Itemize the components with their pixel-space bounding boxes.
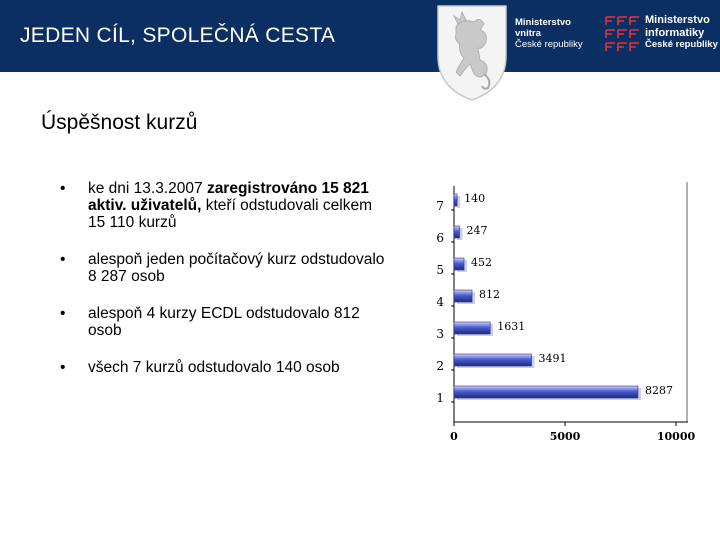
bullet-item xyxy=(60,305,390,339)
ministry-line-2: vnitra xyxy=(515,28,541,39)
mi-line-2: informatiky xyxy=(645,26,705,39)
data-label: 452 xyxy=(471,256,493,269)
x-tick-label: 10000 xyxy=(656,430,696,443)
header-title: JEDEN CÍL, SPOLEČNÁ CESTA xyxy=(20,24,336,47)
data-label: 1631 xyxy=(497,320,526,333)
y-tick-label: 5 xyxy=(436,263,444,277)
bullet-item xyxy=(60,251,390,285)
bullet-item xyxy=(60,359,390,376)
bullet-marker: • xyxy=(60,305,66,322)
y-tick-label: 7 xyxy=(436,199,444,213)
bar xyxy=(454,386,638,398)
bar xyxy=(454,258,464,270)
x-tick-label: 0 xyxy=(450,430,458,443)
bullet-list xyxy=(60,180,390,376)
ministry-line-1: Ministerstvo xyxy=(515,17,571,28)
y-tick-label: 6 xyxy=(436,231,444,245)
mi-line-1: Ministerstvo xyxy=(645,14,710,26)
ministry-line-3: České republiky xyxy=(515,39,583,50)
data-label: 140 xyxy=(464,192,486,205)
data-label: 8287 xyxy=(644,384,673,397)
y-tick-label: 3 xyxy=(436,327,444,341)
bullet-marker: • xyxy=(60,180,66,197)
y-tick-label: 2 xyxy=(436,359,444,373)
data-label: 812 xyxy=(479,288,501,301)
slide-subtitle: Úspěšnost kurzů xyxy=(41,111,198,134)
bullet-text: ke dni 13.3.2007 xyxy=(88,180,207,197)
ministry-of-informatics-label xyxy=(645,14,718,52)
bullet-marker: • xyxy=(60,359,66,376)
bar xyxy=(454,226,459,238)
data-label: 3491 xyxy=(538,352,567,365)
ministry-of-interior-label xyxy=(515,17,583,50)
y-tick-label: 4 xyxy=(436,295,444,309)
bar-shadow xyxy=(457,196,460,208)
bullet-item xyxy=(60,180,390,231)
bullet-text: všech 7 kurzů odstudovalo 140 osob xyxy=(88,359,340,376)
data-label: 247 xyxy=(466,224,488,237)
bullet-text-bold: zaregistrováno 15 821 aktiv. uživatelů, xyxy=(88,180,369,214)
course-completion-bar-chart xyxy=(420,178,720,448)
bullet-marker: • xyxy=(60,251,66,268)
bar xyxy=(454,322,490,334)
bar xyxy=(454,194,457,206)
mi-line-3: České republiky xyxy=(645,39,718,50)
bar xyxy=(454,290,472,302)
bar xyxy=(454,354,532,366)
y-tick-label: 1 xyxy=(436,391,444,405)
x-tick-label: 5000 xyxy=(549,430,581,443)
bullet-text: alespoň jeden počítačový kurz odstudovalo 8 287 osob xyxy=(88,251,385,285)
lion-emblem-icon xyxy=(434,4,510,102)
bullet-text: kteří odstudovali celkem 15 110 kurzů xyxy=(88,197,372,231)
bullet-text: alespoň 4 kurzy ECDL odstudovalo 812 osob xyxy=(88,305,360,339)
